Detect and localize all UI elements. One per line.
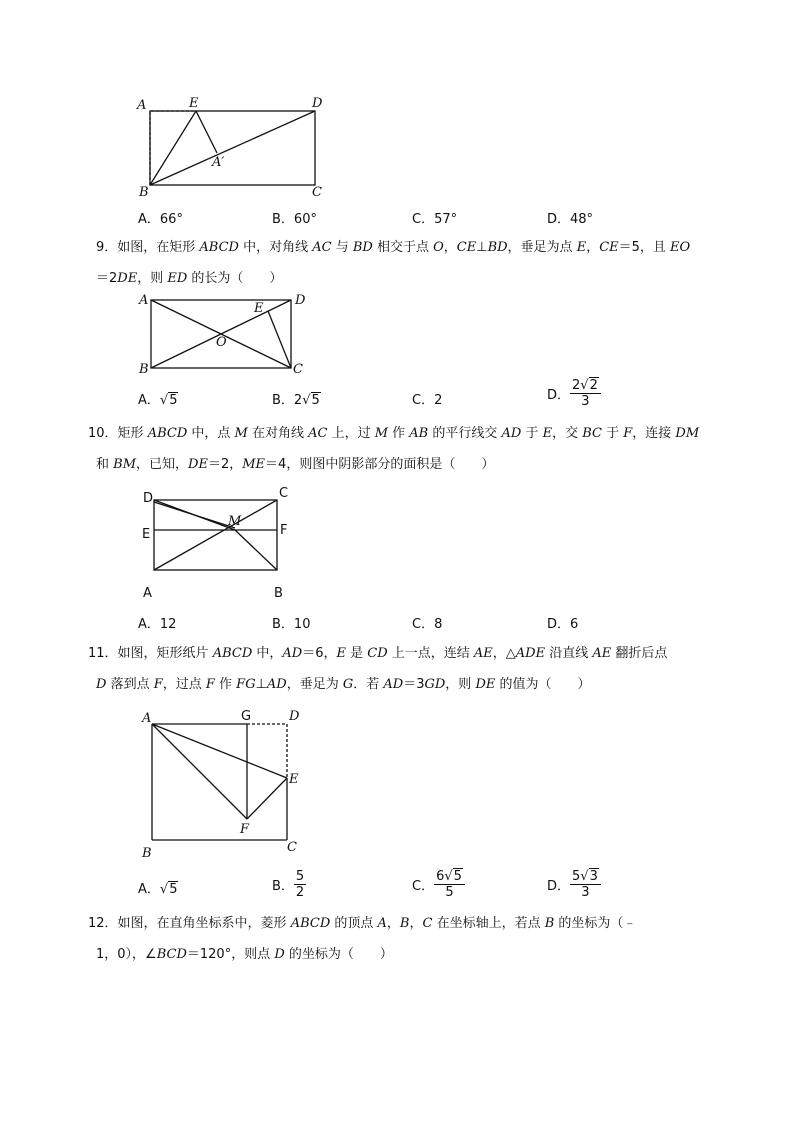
segment-be: [150, 111, 196, 185]
label-c: C: [279, 486, 289, 501]
label-g: G: [241, 709, 252, 724]
q9-line-1: 9．如图，在矩形 ABCD 中，对角线 AC 与 BD 相交于点 O，CE⊥BD，垂足为点 E，CE＝5，且 EO: [96, 240, 691, 255]
q11-line-1: 11．如图，矩形纸片 ABCD 中，AD＝6，E 是 CD 上一点，连结 AE，△ADE 沿直线 AE 翻折后点: [88, 646, 668, 661]
q10-option-d[interactable]: D．6: [547, 617, 579, 632]
q8-option-d[interactable]: D．48°: [547, 212, 594, 227]
segment-ae: [152, 724, 287, 778]
shade-stroke-dm: [154, 502, 235, 528]
label-d: D: [289, 709, 300, 724]
label-f: F: [240, 822, 250, 837]
label-a: A: [137, 98, 147, 113]
label-e: E: [142, 527, 151, 542]
label-a-prime: A′: [212, 155, 225, 170]
figure-q11: [0, 705, 794, 860]
segment-bm: [235, 530, 277, 570]
label-b: B: [139, 185, 149, 200]
label-o: O: [216, 335, 227, 350]
q10-text: [88, 418, 700, 480]
label-d: D: [312, 96, 323, 111]
label-c: C: [312, 185, 322, 200]
q11-line-2: D 落到点 F，过点 F 作 FG⊥AD，垂足为 G．若 AD＝3GD，则 DE 的值为（ ）: [96, 677, 591, 692]
q10-option-b[interactable]: B．10: [272, 617, 311, 632]
q12-line-1: 12．如图，在直角坐标系中，菱形 ABCD 的顶点 A，B，C 在坐标轴上，若点 B 的坐标为（﹣: [88, 916, 637, 931]
label-b: B: [139, 362, 149, 377]
q8-option-b[interactable]: B．60°: [272, 212, 317, 227]
figure-q8: [0, 0, 794, 210]
figure-q10: [0, 485, 794, 605]
q11-text: [88, 638, 678, 700]
q10-option-a[interactable]: A．12: [138, 617, 177, 632]
q8-option-a[interactable]: A．66°: [138, 212, 183, 227]
q11-option-a[interactable]: A．√5: [138, 882, 178, 897]
label-a: A: [143, 586, 152, 601]
q10-option-c[interactable]: C．8: [412, 617, 443, 632]
q9-option-c[interactable]: C．2: [412, 393, 443, 408]
label-c: C: [287, 840, 297, 855]
q9-option-d[interactable]: D． $\frac{2√2}{3}$: [547, 378, 601, 409]
q9-text: [96, 232, 691, 294]
label-d: D: [295, 293, 306, 308]
figure-q9: [0, 290, 794, 380]
q12-text: [88, 908, 678, 970]
label-a: A: [142, 711, 152, 726]
q12-line-2: 1，0），∠BCD＝120°，则点 D 的坐标为（ ）: [96, 947, 393, 962]
q9-option-b[interactable]: B．2√5: [272, 393, 320, 408]
q11-option-d[interactable]: D． $\frac{5√3}{3}$: [547, 869, 601, 900]
label-e: E: [289, 772, 299, 787]
label-d: D: [143, 491, 154, 506]
q11-option-c[interactable]: C． $\frac{6√5}{5}$: [412, 869, 465, 900]
label-c: C: [293, 362, 303, 377]
segment-ce: [268, 311, 291, 368]
label-f: F: [280, 523, 288, 538]
label-e: E: [189, 96, 199, 111]
label-e: E: [254, 301, 264, 316]
diagonal-bd: [150, 111, 315, 185]
q11-option-b[interactable]: B． $\frac{5}{2}$: [272, 869, 305, 900]
label-b: B: [274, 586, 283, 601]
label-m: M: [228, 514, 242, 529]
label-a: A: [139, 293, 149, 308]
q9-line-2: ＝2DE，则 ED 的长为（ ）: [96, 271, 283, 286]
segment-fe: [247, 778, 287, 819]
q9-option-a[interactable]: A．√5: [138, 393, 178, 408]
q8-option-c[interactable]: C．57°: [412, 212, 458, 227]
segment-ea1: [196, 111, 217, 153]
label-b: B: [142, 846, 152, 861]
segment-af: [152, 724, 247, 819]
diagonal-ac: [154, 500, 277, 570]
q10-line-1: 10．矩形 ABCD 中，点 M 在对角线 AC 上，过 M 作 AB 的平行线交 AD 于 E，交 BC 于 F，连接 DM: [88, 426, 700, 441]
q10-line-2: 和 BM，已知，DE＝2，ME＝4，则图中阴影部分的面积是（ ）: [96, 457, 495, 472]
